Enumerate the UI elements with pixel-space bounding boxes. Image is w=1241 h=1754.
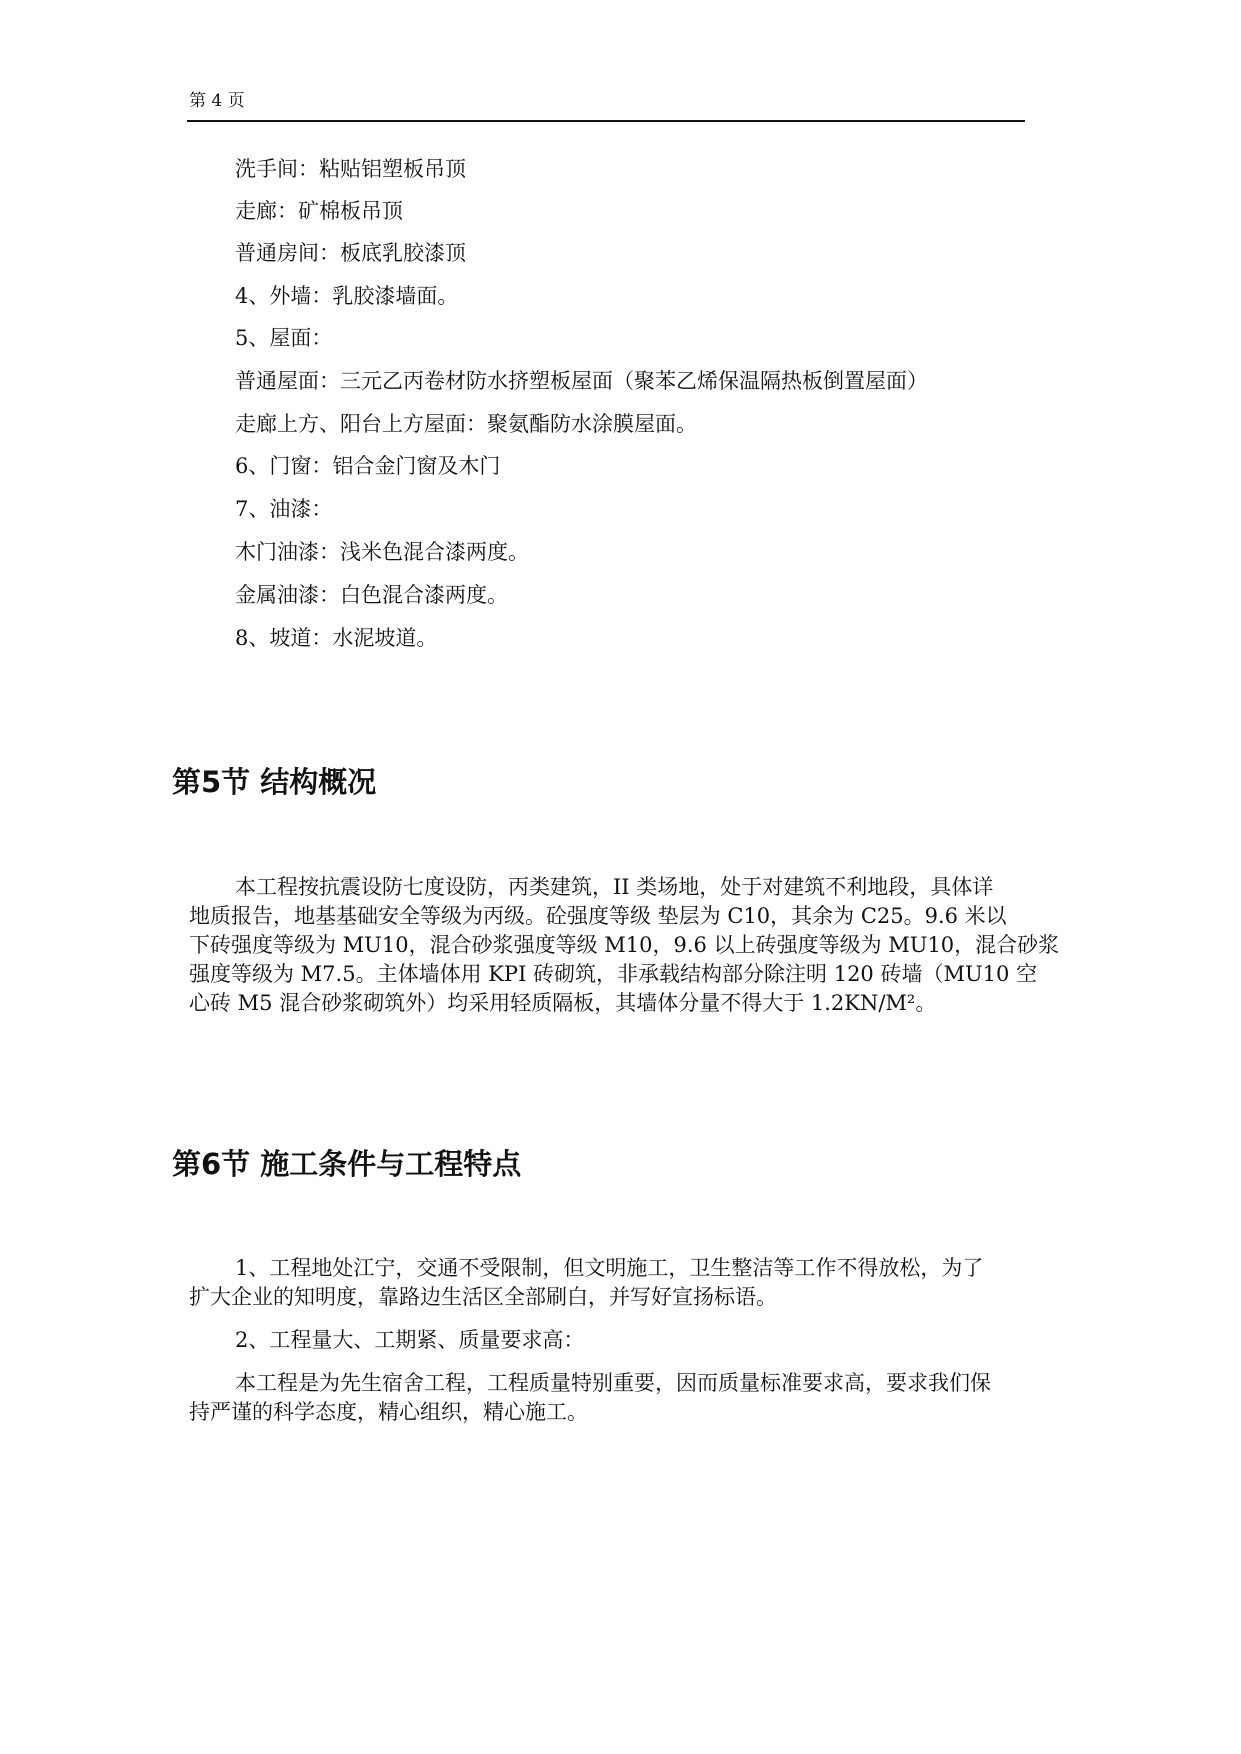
finish-item-corridor: 走廊：矿棉板吊顶 — [235, 199, 403, 223]
conditions-line: 扩大企业的知明度，靠路边生活区全部刷白，并写好宣扬标语。 — [189, 1285, 777, 1309]
structure-line: 本工程按抗震设防七度设防，丙类建筑，II 类场地，处于对建筑不利地段，具体详 — [235, 875, 994, 899]
conditions-line: 2、工程量大、工期紧、质量要求高： — [235, 1328, 585, 1352]
structure-line: 地质报告，地基基础安全等级为丙级。砼强度等级 垫层为 C10，其余为 C25。9.6 米以 — [189, 904, 1007, 928]
finish-item-roof: 5、屋面： — [235, 326, 333, 350]
finish-item-exterior-wall: 4、外墙：乳胶漆墙面。 — [235, 284, 459, 308]
finish-item-washroom: 洗手间：粘贴铝塑板吊顶 — [235, 157, 466, 181]
section-heading-conditions: 第6节 施工条件与工程特点 — [172, 1147, 522, 1181]
finish-item-doors-windows: 6、门窗：铝合金门窗及木门 — [235, 454, 501, 478]
structure-line: 强度等级为 M7.5。主体墙体用 KPI 砖砌筑，非承载结构部分除注明 120 砖墙（MU10 空 — [189, 962, 1038, 986]
finish-item-paint-metal: 金属油漆：白色混合漆两度。 — [235, 583, 508, 607]
structure-line: 下砖强度等级为 MU10，混合砂浆强度等级 M10，9.6 以上砖强度等级为 MU10，混合砂浆 — [189, 933, 1060, 957]
finish-item-room: 普通房间：板底乳胶漆顶 — [235, 241, 466, 265]
conditions-item-1 — [189, 1254, 1049, 1312]
structure-paragraph — [189, 873, 1060, 1018]
finish-item-roof-general: 普通屋面：三元乙丙卷材防水挤塑板屋面（聚苯乙烯保温隔热板倒置屋面） — [235, 369, 928, 393]
finish-item-roof-corridor: 走廊上方、阳台上方屋面：聚氨酯防水涂膜屋面。 — [235, 412, 697, 436]
page-header — [187, 88, 1025, 122]
conditions-item-2 — [189, 1326, 1049, 1355]
conditions-line: 本工程是为先生宿舍工程，工程质量特别重要，因而质量标准要求高，要求我们保 — [235, 1371, 991, 1395]
conditions-item-3 — [189, 1369, 1049, 1427]
conditions-line: 1、工程地处江宁，交通不受限制，但文明施工，卫生整洁等工作不得放松，为了 — [235, 1256, 984, 1280]
conditions-line: 持严谨的科学态度，精心组织，精心施工。 — [189, 1400, 588, 1424]
finish-item-paint: 7、油漆： — [235, 497, 333, 521]
finish-item-ramp: 8、坡道：水泥坡道。 — [235, 626, 438, 650]
page-number: 第 4 页 — [189, 91, 245, 111]
structure-line: 心砖 M5 混合砂浆砌筑外）均采用轻质隔板，其墙体分量不得大于 1.2KN/M²。 — [189, 991, 937, 1015]
finish-item-paint-wood: 木门油漆：浅米色混合漆两度。 — [235, 540, 529, 564]
section-heading-structure: 第5节 结构概况 — [172, 765, 377, 799]
